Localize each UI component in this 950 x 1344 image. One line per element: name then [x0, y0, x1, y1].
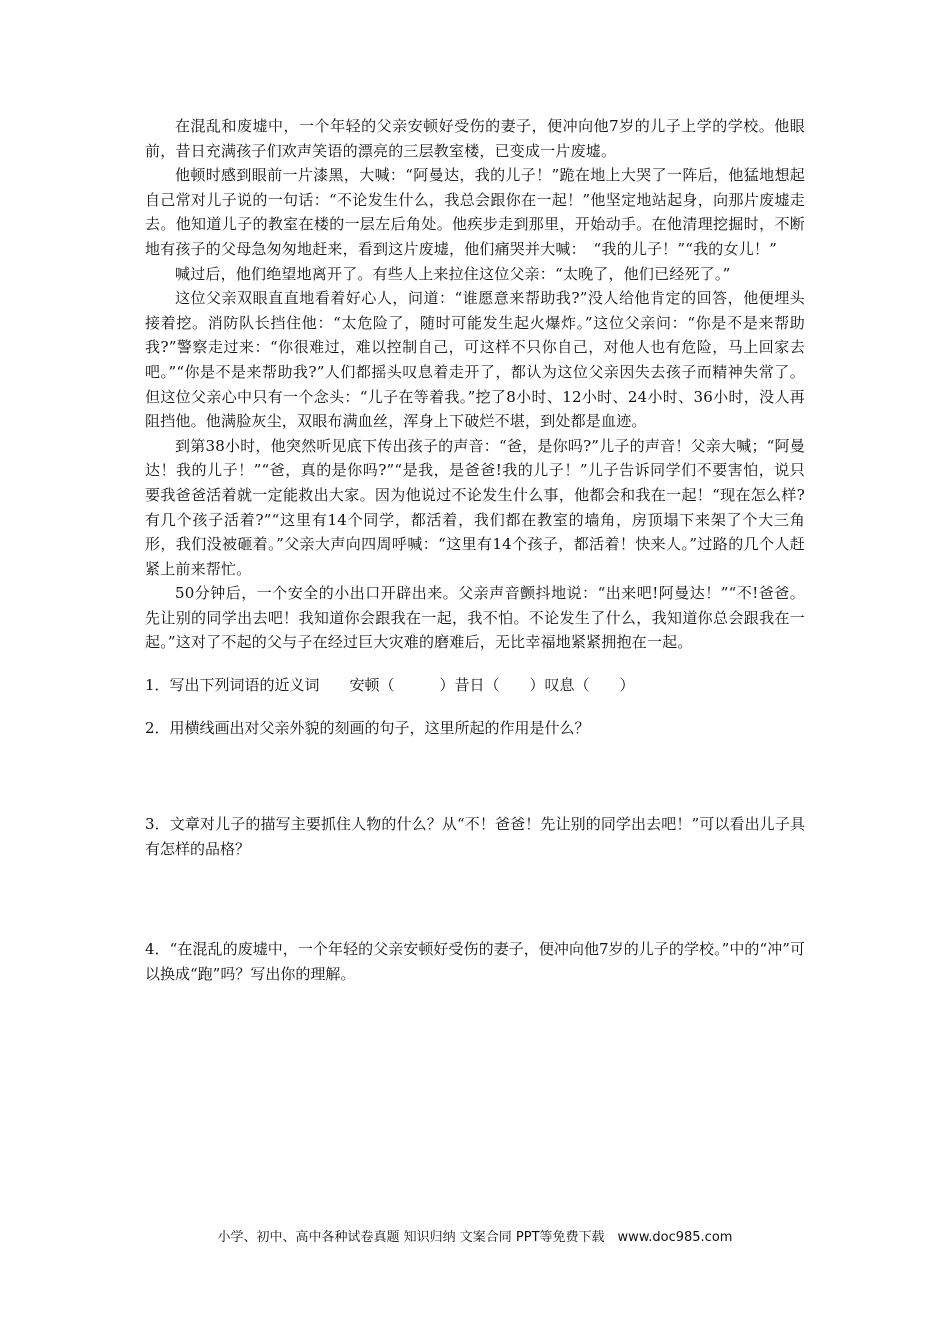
question-4: 4．“在混乱的废墟中，一个年轻的父亲安顿好受伤的妻子，便冲向他7岁的儿子的学校。”中的“冲”可以换成“跑”吗？写出你的理解。	[145, 940, 805, 984]
passage-paragraph-6: 50分钟后，一个安全的小出口开辟出来。父亲声音颤抖地说：“出来吧!阿曼达！”“不!爸爸。先让别的同学出去吧！我知道你会跟我在一起，我不怕。不论发生了什么，我知道你总会跟我在一起。”这对了不起的父与子在经过巨大灾难的磨难后，无比幸福地紧紧拥抱在一起。	[145, 584, 805, 652]
passage-paragraph-4: 这位父亲双眼直直地看着好心人，问道：“谁愿意来帮助我?”没人给他肯定的回答，他便埋头接着挖。消防队长挡住他：“太危险了，随时可能发生起火爆炸。”这位父亲问：“你是不是来帮助我?”警察走过来：“你很难过，难以控制自己，可这样不只你自己，对他人也有危险，马上回家去吧。”“你是不是来帮助我?”人们都摇头叹息着走开了，都认为这位父亲因失去孩子而精神失常了。但这位父亲心中只有一个念头：“儿子在等着我。”挖了8小时、12小时、24小时、36小时，没人再阻挡他。他满脸灰尘，双眼布满血丝，浑身上下破烂不堪，到处都是血迹。	[145, 289, 805, 431]
passage-paragraph-5: 到第38小时，他突然听见底下传出孩子的声音：“爸，是你吗?”儿子的声音！父亲大喊；“阿曼达！我的儿子！”“爸，真的是你吗?”“是我，是爸爸!我的儿子！”儿子告诉同学们不要害怕，说只要我爸爸活着就一定能救出大家。因为他说过不论发生什么事，他都会和我在一起！“现在怎么样?有几个孩子活着?”“这里有14个同学，都活着，我们都在教室的墙角，房顶塌下来架了个大三角形，我们没被砸着。”父亲大声向四周呼喊：“这里有14个孩子，都活着！快来人。”过路的几个人赶紧上前来帮忙。	[145, 436, 805, 578]
document-page	[145, 114, 805, 987]
passage-paragraph-1: 在混乱和废墟中，一个年轻的父亲安顿好受伤的妻子，便冲向他7岁的儿子上学的学校。他眼前，昔日充满孩子们欢声笑语的漂亮的三层教室楼，已变成一片废墟。	[145, 117, 805, 160]
question-list	[145, 673, 805, 987]
passage-paragraph-2: 他顿时感到眼前一片漆黑，大喊：“阿曼达，我的儿子！”跪在地上大哭了一阵后，他猛地想起自己常对儿子说的一句话：“不论发生什么，我总会跟你在一起！”他坚定地站起身，向那片废墟走去。他知道儿子的教室在楼的一层左后角处。他疾步走到那里，开始动手。在他清理挖掘时，不断地有孩子的父母急匆匆地赶来，看到这片废墟，他们痛哭并大喊： “我的儿子！”“我的女儿！”	[145, 166, 805, 258]
reading-passage	[145, 114, 805, 655]
question-1: 1．写出下列词语的近义词 安顿（ ）昔日（ ）叹息（ ）	[145, 676, 635, 695]
question-2: 2．用横线画出对父亲外貌的刻画的句子，这里所起的作用是什么？	[145, 718, 590, 737]
passage-paragraph-3: 喊过后，他们绝望地离开了。有些人上来拉住这位父亲：“太晚了，他们已经死了。”	[175, 264, 731, 283]
page-footer: 小学、初中、高中各种试卷真题 知识归纳 文案合同 PPT等免费下载 www.doc985.com	[217, 1230, 733, 1245]
question-3: 3．文章对儿子的描写主要抓住人物的什么？从“不！爸爸！先让别的同学出去吧！”可以看出儿子具有怎样的品格？	[145, 815, 805, 858]
